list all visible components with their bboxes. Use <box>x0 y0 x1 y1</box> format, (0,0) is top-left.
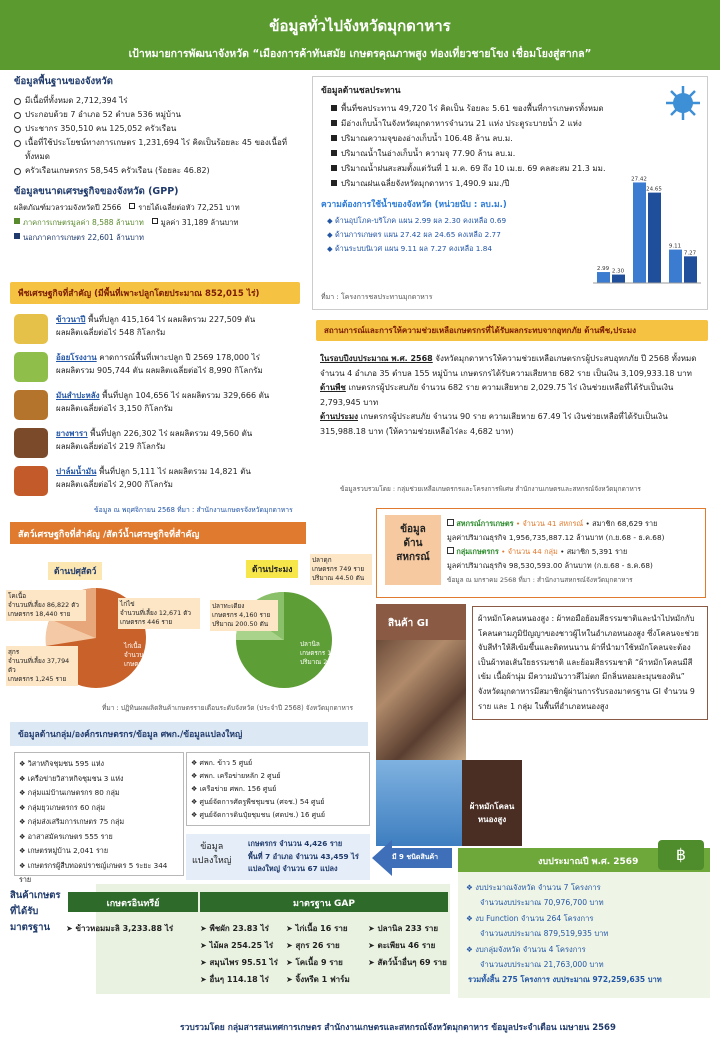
irrigation-item-text: มีอ่างเก็บน้ำในจังหวัดมุกดาหารจำนวน 21 แห่ง ประตูระบายน้ำ 2 แห่ง <box>341 119 582 128</box>
basic-info-list <box>14 94 304 178</box>
footer-text: รวบรวมโดย กลุ่มสารสนเทศการเกษตร สำนักงานเกษตรและสหกรณ์จังหวัดมุกดาหาร ข้อมูลประจำเดือน เมษายน 2569 <box>180 1023 616 1033</box>
check-icon: ➤ <box>368 924 378 933</box>
budget-item-title: งบกลุ่มจังหวัด จำนวน 4 โครงการ <box>475 945 586 954</box>
income-bullet <box>129 203 135 209</box>
standard-item <box>286 954 366 971</box>
basic-item-text: มีเนื้อที่ทั้งหมด 2,712,394 ไร่ <box>25 96 128 105</box>
bullet-icon <box>14 112 21 119</box>
gi-title: สินค้า GI <box>388 618 429 629</box>
standard-item <box>368 937 452 954</box>
center-item-text: ศพก. ข้าว 5 ศูนย์ <box>199 759 253 767</box>
budget-item-title: งบ Function จำนวน 264 โครงการ <box>475 914 594 923</box>
standard-item <box>200 954 282 971</box>
crop-photo-icon <box>14 390 48 420</box>
bullet-icon <box>14 98 21 105</box>
disaster-title: สถานการณ์และการให้ความช่วยเหลือเกษตรกรที่ได้รับผลกระทบจากอุทกภัย ด้านพืช,ประมง <box>316 320 708 341</box>
bullet-icon <box>331 135 337 141</box>
standard-item <box>200 920 282 937</box>
diamond-icon: ❖ <box>466 945 476 954</box>
header-banner <box>0 0 720 70</box>
money-icon: ฿ <box>658 840 704 870</box>
crop-yield: ผลผลิตเฉลี่ยต่อไร่ 219 กิโลกรัม <box>56 441 166 451</box>
organic-list <box>66 920 198 937</box>
big-plot-label-1: ข้อมูล <box>200 842 224 852</box>
diamond-icon: ❖ <box>19 759 28 768</box>
gpp-title: ข้อมูลขนาดเศรษฐกิจของจังหวัด (GPP) <box>14 186 179 197</box>
econ-source: ข้อมูล ณ พฤศจิกายน 2568 ที่มา : สำนักงานเกษตรจังหวัดมุกดาหาร <box>94 506 293 514</box>
gpp-value: มูลค่า 31,189 ล้านบาท <box>160 218 239 227</box>
group-item <box>19 815 179 830</box>
coop-members-2: • สมาชิก 5,391 ราย <box>557 547 628 556</box>
center-item <box>191 796 365 809</box>
diamond-icon: ❖ <box>466 914 476 923</box>
check-icon: ➤ <box>286 958 296 967</box>
groups-left-list <box>14 752 184 884</box>
standard-label-1: สินค้าเกษตร <box>10 890 61 901</box>
water-need-text: ด้านระบบนิเวศ แผน 9.11 ผล 7.27 คงเหลือ 1.84 <box>334 244 493 253</box>
bullet-icon <box>331 165 337 171</box>
standard-item <box>200 937 282 954</box>
coop-source: ข้อมูล ณ มกราคม 2568 ที่มา : สำนักงานสหกรณ์จังหวัดมุกดาหาร <box>447 576 633 584</box>
gpp-nonagri: นอกภาคการเกษตร 22,601 ล้านบาท <box>23 233 144 242</box>
coop-value-2: มูลค่าปริมาณธุรกิจ 98,530,593.00 ล้านบาท (ก.ย.68 - ธ.ค.68) <box>447 561 653 570</box>
crop-name: ข้าวนาปี <box>56 315 86 324</box>
crop-photo-icon <box>14 314 48 344</box>
bullet-icon <box>331 150 337 156</box>
irrigation-item-text: ปริมาณความจุของอ่างเก็บน้ำ 106.48 ล้าน ลบ.ม. <box>341 134 513 143</box>
water-need-title: ความต้องการใช้น้ำของจังหวัด (หน่วยนับ : ลบ.ม.) <box>321 200 507 210</box>
standard-item <box>286 937 366 954</box>
irrigation-item-text: ปริมาณน้ำในอ่างเก็บน้ำ ความจุ 77.90 ล้าน ลบ.ม. <box>341 149 516 158</box>
water-chart <box>591 165 703 295</box>
gi-person-photo <box>376 760 462 846</box>
water-bar-label: 2.99 <box>596 266 610 273</box>
standard-panel <box>10 884 450 994</box>
standard-item-text: ไก่เนื้อ 16 ราย <box>295 924 348 933</box>
crop-text <box>56 314 255 339</box>
diamond-icon: ❖ <box>191 759 200 767</box>
disaster-crop-label: ด้านพืช <box>320 383 346 392</box>
big-plot-area: พื้นที่ 7 อำเภอ จำนวน 43,459 ไร่ <box>248 851 359 861</box>
disaster-crop: เกษตรกรผู้ประสบภัย จำนวน 682 ราย ความเสียหาย 2,029.75 ไร่ เงินช่วยเหลือที่ได้รับเป็นเงิน 2,793,945 บาท <box>320 383 674 407</box>
bullet-icon <box>14 140 21 147</box>
budget-item <box>466 942 706 972</box>
crop-name: ปาล์มน้ำมัน <box>56 467 97 476</box>
gpp-line: ผลิตภัณฑ์มวลรวมจังหวัดปี 2566 <box>14 203 122 212</box>
organic-header: เกษตรอินทรีย์ <box>68 892 198 912</box>
water-bar <box>597 272 610 283</box>
cattle-label: โคเนื้อ จำนวนที่เลี้ยง 86,822 ตัว เกษตรกร 18,440 ราย <box>6 590 86 621</box>
crop-yield: ผลผลิตเฉลี่ยต่อไร่ 2,900 กิโลกรัม <box>56 479 173 489</box>
crop-item <box>14 428 310 466</box>
budget-item-amount: จำนวนงบประมาณ 70,976,700 บาท <box>480 898 604 907</box>
crop-item <box>14 390 310 428</box>
crop-text <box>56 352 263 377</box>
diamond-icon: ❖ <box>19 846 28 855</box>
coop-label <box>385 515 441 585</box>
diamond-icon: ❖ <box>191 798 200 806</box>
check-icon: ➤ <box>200 941 210 950</box>
group-item-text: อาสาสมัครเกษตร 555 ราย <box>27 831 113 841</box>
budget-item-amount: จำนวนงบประมาณ 21,763,000 บาท <box>480 960 604 969</box>
basic-item <box>14 94 304 108</box>
page-title: ข้อมูลทั่วไปจังหวัดมุกดาหาร <box>269 17 451 35</box>
standard-item-text: ข้าวหอมมะลิ 3,233.88 ไร่ <box>75 924 174 933</box>
big-plot-count: แปลงใหญ่ จำนวน 67 แปลง <box>248 864 338 873</box>
group-item <box>19 757 179 772</box>
basic-item-text: ประชากร 350,510 คน 125,052 ครัวเรือน <box>25 124 177 133</box>
coop-panel <box>376 508 706 598</box>
disaster-body <box>320 352 706 439</box>
group-item <box>19 830 179 845</box>
check-icon: ➤ <box>200 975 210 984</box>
standard-label-3: มาตรฐาน <box>10 922 50 933</box>
center-item-text: ศูนย์จัดการดินปุ๋ยชุมชน (ศดปช.) 16 ศูนย์ <box>199 811 325 819</box>
big-plot-label <box>192 840 231 868</box>
animals-title: สัตว์เศรษฐกิจที่สำคัญ /สัตว์น้ำเศรษฐกิจที่สำคัญ <box>10 522 306 544</box>
basic-item <box>14 136 304 164</box>
water-bar <box>684 256 697 283</box>
center-item <box>191 757 365 770</box>
standard-item-text: สุกร 26 ราย <box>295 941 340 950</box>
crop-photo-icon <box>14 428 48 458</box>
gpp-agri: ภาคการเกษตรมูลค่า 8,588 ล้านบาท <box>23 218 144 227</box>
diamond-icon: ❖ <box>191 811 200 819</box>
standard-item <box>286 920 366 937</box>
check-icon: ➤ <box>286 924 296 933</box>
standard-item-text: ปลานิล 233 ราย <box>377 924 439 933</box>
crop-item <box>14 352 310 390</box>
group-item <box>19 786 179 801</box>
group-item-text: กลุ่มยุวเกษตรกร 60 กลุ่ม <box>27 802 105 812</box>
econ-crops-title: พืชเศรษฐกิจที่สำคัญ (มีพื้นที่เพาะปลูกโดยประมาณ 852,015 ไร่) <box>10 282 300 304</box>
gap-fish-list <box>368 920 452 971</box>
irrigation-item <box>331 131 661 146</box>
check-icon: ➤ <box>200 958 210 967</box>
broiler-label: ไก่เนื้อ จำนวนที่เลี้ยง 277,272 ตัว เกษตรกร 111 ราย <box>124 642 200 668</box>
diamond-icon: ❖ <box>191 785 200 793</box>
gap-crop-list <box>200 920 282 988</box>
bullet-icon <box>331 180 337 186</box>
crop-text <box>56 390 269 415</box>
crop-name: มันสำปะหลัง <box>56 391 100 400</box>
budget-item <box>466 880 706 910</box>
crop-yield: ผลผลิตรวม 905,744 ตัน ผลผลิตเฉลี่ยต่อไร่ 8,990 กิโลกรัม <box>56 365 263 375</box>
water-bar <box>648 193 661 283</box>
irrigation-item <box>331 101 661 116</box>
disaster-fish: เกษตรกรผู้ประสบภัย จำนวน 90 ราย ความเสียหาย 67.49 ไร่ เงินช่วยเหลือที่ได้รับเป็นเงิน 315,988.18 บาท (ให้ความช่วยเหลือไร่ละ 4,682 บาท) <box>320 412 668 436</box>
diamond-icon: ❖ <box>466 883 476 892</box>
standard-item-text: ไม้ผล 254.25 ไร่ <box>209 941 274 950</box>
water-diamond-icon: ◆ <box>327 244 335 253</box>
water-bar <box>612 275 625 283</box>
coop-value-1: มูลค่าปริมาณธุรกิจ 1,956,735,887.12 ล้านบาท (ก.ย.68 - ธ.ค.68) <box>447 533 665 542</box>
egg-chicken-label: ไก่ไข่ จำนวนที่เลี้ยง 12,671 ตัว เกษตรกร 446 ราย <box>118 598 200 629</box>
standard-item <box>286 971 366 988</box>
irrigation-item <box>331 146 661 161</box>
standard-item <box>368 954 452 971</box>
basic-item-text: ประกอบด้วย 7 อำเภอ 52 ตำบล 536 หมู่บ้าน <box>25 110 181 119</box>
standard-item-text: โคเนื้อ 9 ราย <box>295 958 343 967</box>
standard-item-text: ตะเพียน 46 ราย <box>377 941 436 950</box>
bullet-icon <box>331 120 337 126</box>
water-bar-label: 9.11 <box>668 243 682 250</box>
diamond-icon: ❖ <box>19 831 28 841</box>
value-bullet <box>152 218 158 224</box>
basic-item <box>14 164 304 178</box>
livestock-label: ด้านปศุสัตว์ <box>48 562 102 580</box>
check-icon: ➤ <box>286 975 296 984</box>
crop-item <box>14 314 310 352</box>
coop-members-1: • สมาชิก 68,629 ราย <box>583 519 658 528</box>
irrigation-item <box>331 116 661 131</box>
crop-text <box>56 466 251 491</box>
diamond-icon: ❖ <box>19 817 28 826</box>
big-plot-farmers: เกษตรกร จำนวน 4,426 ราย <box>248 839 343 848</box>
gap-livestock-list <box>286 920 366 988</box>
gi-photo-caption: ผ้าหมักโคลน หนองสูง <box>462 760 522 846</box>
crop-item <box>14 466 310 504</box>
crop-area: พื้นที่ปลูก 5,111 ไร่ ผลผลิตรวม 14,821 ตัน <box>96 467 251 476</box>
diamond-icon: ❖ <box>19 788 28 797</box>
group-item-text: เครือข่ายวิสาหกิจชุมชน 3 แห่ง <box>27 773 124 783</box>
groups-title: ข้อมูลด้านกลุ่ม/องค์กรเกษตรกร/ข้อมูล ศพก./ข้อมูลแปลงใหญ่ <box>10 722 368 746</box>
center-item-text: ศพก. เครือข่ายหลัก 2 ศูนย์ <box>199 772 281 780</box>
crop-area: คาดการณ์พื้นที่เพาะปลูก ปี 2569 178,000 ไร่ <box>96 353 260 362</box>
bullet-icon <box>331 105 337 111</box>
center-item <box>191 809 365 822</box>
crop-text <box>56 428 252 453</box>
nonagri-bullet <box>14 233 20 239</box>
diamond-icon: ❖ <box>19 860 28 870</box>
budget-panel <box>458 845 710 998</box>
center-item-text: ศูนย์จัดการศัตรูพืชชุมชน (ศจช.) 54 ศูนย์ <box>199 798 325 806</box>
gap-header: มาตรฐาน GAP <box>200 892 448 912</box>
big-plot-panel <box>186 834 370 880</box>
center-item-text: เครือข่าย ศพก. 156 ศูนย์ <box>199 785 277 793</box>
water-diamond-icon: ◆ <box>327 216 335 225</box>
nile-label: ปลานิล เกษตรกร 10,450 ราย ปริมาณ 2,257.20 ตัน <box>300 640 363 666</box>
crop-area: พื้นที่ปลูก 415,164 ไร่ ผลผลิตรวม 227,509 ตัน <box>85 315 256 324</box>
crop-name: ยางพารา <box>56 429 88 438</box>
animals-panel <box>10 548 366 688</box>
water-bar-label: 2.30 <box>611 268 625 275</box>
standard-item-text: จิ้งหรีด 1 ฟาร์ม <box>295 975 350 984</box>
crop-area: พื้นที่ปลูก 226,302 ไร่ ผลผลิตรวม 49,560 ตัน <box>87 429 253 438</box>
basic-info-section <box>14 74 304 244</box>
crop-photo-icon <box>14 352 48 382</box>
check-icon: ➤ <box>286 941 296 950</box>
water-bar-label: 7.27 <box>683 250 697 257</box>
crop-yield: ผลผลิตเฉลี่ยต่อไร่ 548 กิโลกรัม <box>56 327 166 337</box>
crop-yield: ผลผลิตเฉลี่ยต่อไร่ 3,150 กิโลกรัม <box>56 403 173 413</box>
budget-item <box>466 911 706 941</box>
irrigation-item-text: ปริมาณฝนเฉลี่ยจังหวัดมุกดาหาร 1,490.9 มม./ปี <box>341 179 510 188</box>
coop-type-1: สหกรณ์การเกษตร <box>456 519 514 528</box>
basic-info-title: ข้อมูลพื้นฐานของจังหวัด <box>14 76 113 87</box>
irrigation-panel <box>312 76 708 310</box>
coop-count-2: • จำนวน 44 กลุ่ม <box>498 547 558 556</box>
water-diamond-icon: ◆ <box>327 230 335 239</box>
group-item <box>19 844 179 859</box>
group-item-text: วิสาหกิจชุมชน 595 แห่ง <box>27 759 105 768</box>
gi-text: ผ้าหมักโคลนหนองสูง : ผ้าทอมือย้อมสีธรรมชาติและนำไปหมักกับโคลนตามภูมิปัญญาของชาวผู้ไทในอำเภอหนองสูง ซึ่งโคลนจะช่วยจับสีทำให้สีเข้มขึ้นและติดทนนาน ผ้าที่นำมาใช้หมักโคลนจะต้องเป็นผ้าทอเส้นใยธรรมชาติ และย้อมสีธรรมชาติ “ผ้าหมักโคลนมีสีเข้ม เนื้อผ้านุ่ม มีความมันวาวสีไม่ตก มีกลิ่นหอมละมุนของดิน” จังหวัดมุกดาหารมีสมาชิกผู้ผ่านการรับรองมาตรฐาน GI จำนวน 9 ราย และ 1 กลุ่ม ในพื้นที่อำเภอหนองสูง <box>472 606 708 720</box>
animals-source: ที่มา : ปฏิทินผลผลิตสินค้าเกษตรรายเดือนระดับจังหวัด (ประจำปี 2568) จังหวัดมุกดาหาร <box>102 704 354 712</box>
standard-item <box>66 920 198 937</box>
crop-photo-icon <box>14 466 48 496</box>
crop-area: พื้นที่ปลูก 104,656 ไร่ ผลผลิตรวม 329,666 ตัน <box>99 391 270 400</box>
water-need-text: ด้านอุปโภค-บริโภค แผน 2.99 ผล 2.30 คงเหลือ 0.69 <box>334 216 507 225</box>
gi-fabric-image <box>376 640 466 760</box>
disaster-fish-label: ด้านประมง <box>320 412 359 421</box>
center-item <box>191 770 365 783</box>
bullet-icon <box>14 126 21 133</box>
coop-label-3: สหกรณ์ <box>396 552 430 563</box>
check-icon: ➤ <box>200 924 210 933</box>
coop-count-1: • จำนวน 41 สหกรณ์ <box>513 519 584 528</box>
virus-drop-icon <box>663 83 703 123</box>
irrigation-item-text: พื้นที่ชลประทาน 49,720 ไร่ คิดเป็น ร้อยละ 5.61 ของพื้นที่การเกษตรทั้งหมด <box>341 104 604 113</box>
standard-item-text: สัตว์น้ำอื่นๆ 69 ราย <box>377 958 447 967</box>
basic-item <box>14 108 304 122</box>
water-bar <box>669 250 682 283</box>
basic-item-text: ครัวเรือนเกษตรกร 58,545 ครัวเรือน (ร้อยละ 46.82) <box>25 166 210 175</box>
irrigation-source: ที่มา : โครงการชลประทานมุกดาหาร <box>321 293 433 301</box>
big-plot-label-2: แปลงใหญ่ <box>192 856 232 866</box>
crop-name: อ้อยโรงงาน <box>56 353 97 362</box>
agri-bullet <box>14 218 20 224</box>
group-item-text: เกษตรหมู่บ้าน 2,041 ราย <box>27 846 109 855</box>
diamond-icon: ❖ <box>191 772 200 780</box>
water-bar-label: 24.65 <box>646 186 662 193</box>
group-item <box>19 801 179 816</box>
standard-label-2: ที่ได้รับ <box>10 906 39 917</box>
gpp-income: รายได้เฉลี่ยต่อหัว 72,251 บาท <box>138 203 240 212</box>
coop-type-2: กลุ่มเกษตรกร <box>456 547 499 556</box>
budget-total: รวมทั้งสิ้น 275 โครงการ งบประมาณ 972,259,635 บาท <box>468 975 662 984</box>
budget-title: งบประมาณปี พ.ศ. 2569 <box>458 848 710 872</box>
bullet-icon <box>14 168 21 175</box>
page-subtitle: เป้าหมายการพัฒนาจังหวัด “เมืองการค้าทันสมัย เกษตรคุณภาพสูง ท่องเที่ยวชายโขง เชื่อมโยงสู่สากล” <box>128 48 592 60</box>
center-item <box>191 783 365 796</box>
fishery-label: ด้านประมง <box>246 560 298 578</box>
standard-item <box>200 971 282 988</box>
disaster-summary: จังหวัดมุกดาหารให้ความช่วยเหลือเกษตรกรผู้ประสบอุทกภัย ปี 2568 ทั้งหมด จำนวน 4 อำเภอ 35 ตำบล 155 หมู่บ้าน เกษตรกรได้รับความเสียหาย 682 ราย เป็นเงิน 3,109,933.18 บาท <box>320 354 697 378</box>
budget-list <box>466 880 706 973</box>
irrigation-title: ข้อมูลด้านชลประทาน <box>321 86 401 96</box>
diamond-icon: ❖ <box>19 773 28 783</box>
basic-item <box>14 122 304 136</box>
diamond-icon: ❖ <box>19 802 28 812</box>
check-icon: ➤ <box>66 924 76 933</box>
product-types: มี 9 ชนิดสินค้า <box>392 853 439 861</box>
disaster-year: ในรอบปีงบประมาณ พ.ศ. 2568 <box>320 354 433 363</box>
standard-item-text: สมุนไพร 95.51 ไร่ <box>209 958 278 967</box>
water-bar-label: 27.42 <box>631 176 647 183</box>
check-icon: ➤ <box>368 941 378 950</box>
check-icon: ➤ <box>368 958 378 967</box>
group-item-text: เกษตรกรผู้สืบทอดปราชญ์เกษตร 5 ระยะ 344 ราย <box>19 860 168 884</box>
irrigation-item-text: ปริมาณน้ำฝนสะสมตั้งแต่วันที่ 1 ม.ค. 69 ถึง 10 เม.ย. 69 คลสะสม 21.3 มม. <box>341 164 606 173</box>
group-item <box>19 772 179 787</box>
group-item-text: กลุ่มแม่บ้านเกษตรกร 80 กลุ่ม <box>27 788 120 797</box>
tilapia-label: ปลาทะเดียง เกษตรกร 4,160 ราย ปริมาณ 200.50 ตัน <box>210 600 278 631</box>
pig-label: สุกร จำนวนที่เลี้ยง 37,794 ตัว เกษตรกร 1,245 ราย <box>6 646 78 686</box>
standard-item-text: พืชผัก 23.83 ไร่ <box>209 924 269 933</box>
water-need-text: ด้านการเกษตร แผน 27.42 ผล 24.65 คงเหลือ 2.77 <box>334 230 501 239</box>
catfish-label: ปลาดุก เกษตรกร 749 ราย ปริมาณ 44.50 ตัน <box>310 554 372 585</box>
crop-list <box>14 314 310 504</box>
coop-label-2: ด้าน <box>403 538 423 549</box>
water-bar <box>633 182 646 283</box>
standard-item <box>368 920 452 937</box>
coop-label-1: ข้อมูล <box>400 524 426 535</box>
budget-item-amount: จำนวนงบประมาณ 879,519,935 บาท <box>480 929 609 938</box>
disaster-source: ข้อมูลรวบรวมโดย : กลุ่มช่วยเหลือเกษตรกรและโครงการพิเศษ สำนักงานเกษตรและสหกรณ์จังหวัดมุกดาหาร <box>340 485 641 493</box>
basic-item-text: เนื้อที่ใช้ประโยชน์ทางการเกษตร 1,231,694 ไร่ คิดเป็นร้อยละ 45 ของเนื้อที่ทั้งหมด <box>25 138 288 161</box>
budget-item-title: งบประมาณจังหวัด จำนวน 7 โครงการ <box>475 883 601 892</box>
groups-right-list <box>186 752 370 826</box>
standard-item-text: อื่นๆ 114.18 ไร่ <box>209 975 269 984</box>
group-item-text: กลุ่มส่งเสริมการเกษตร 75 กลุ่ม <box>27 817 125 826</box>
gi-panel <box>376 604 708 846</box>
